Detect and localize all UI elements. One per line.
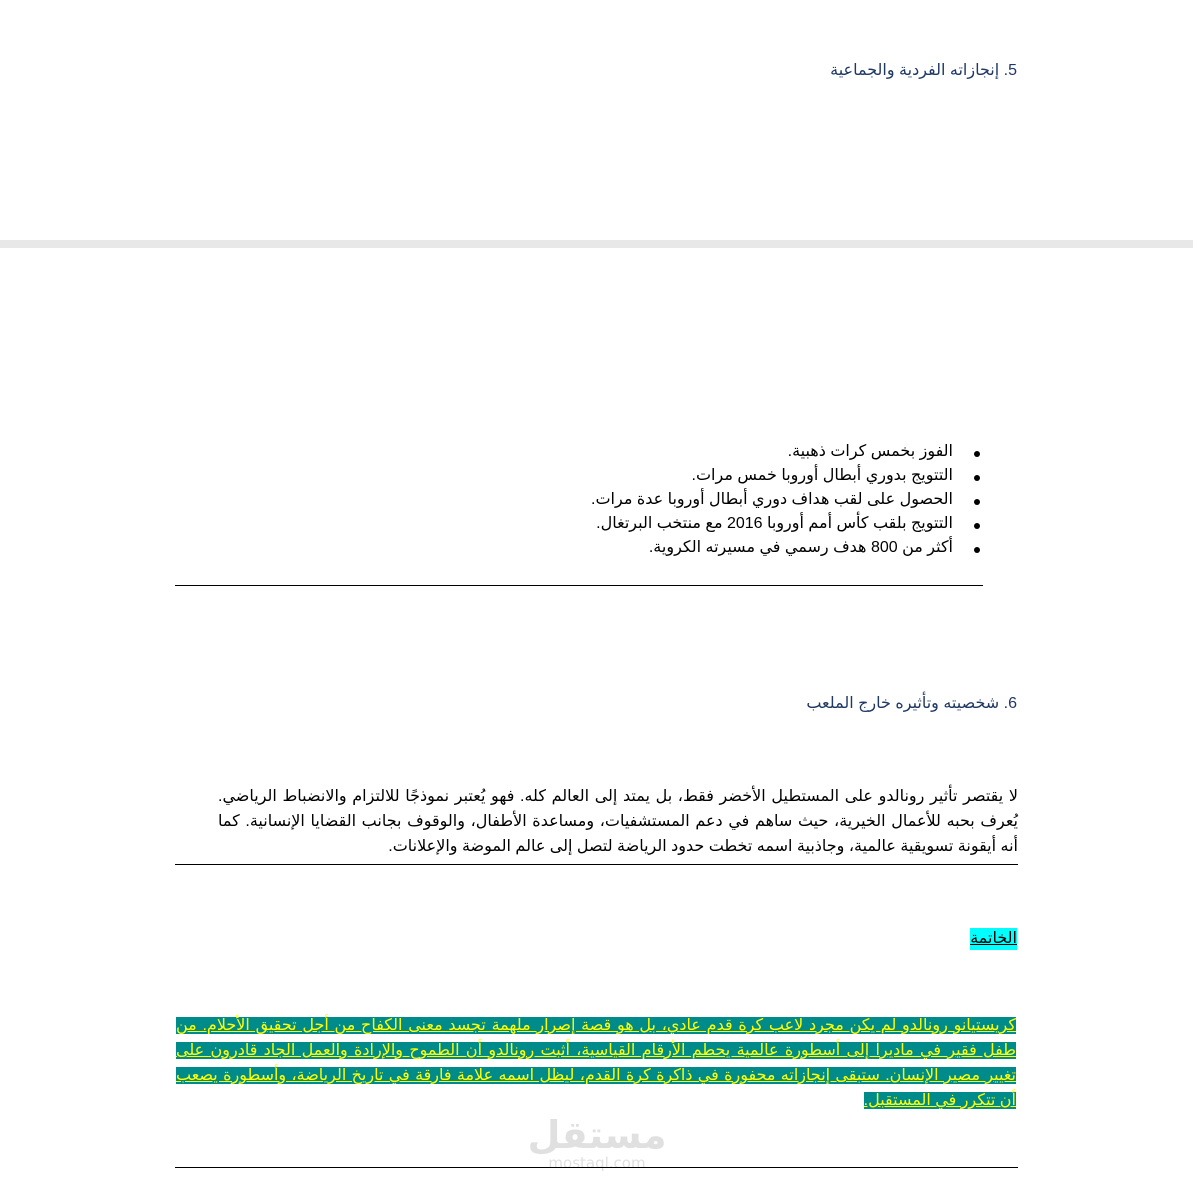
list-item: التتويج بدوري أبطال أوروبا خمس مرات. (591, 464, 981, 488)
watermark-domain: mostaql.com (548, 1154, 646, 1172)
section-5-title: إنجازاته الفردية والجماعية (830, 62, 1000, 79)
conclusion-text: كريستيانو رونالدو لم يكن مجرد لاعب كرة قدم عادي، بل هو قصة إصرار ملهمة تجسد معنى الكفاح من أجل تحقيق الأحلام. من طفل فقير في ماديرا إلى أسطورة عالمية يحطم الأرقام القياسية، أثبت رونالدو أن الطموح والإرادة والعمل الجاد قادرون على تغيير مصير الإنسان. ستبقى إنجازاته محفورة في ذاكرة كرة القدم، ليظل اسمه علامة فارقة في تاريخ الرياضة، وأسطورة يصعب أن تتكرر في المستقبل. (176, 1017, 1017, 1109)
list-item: التتويج بلقب كأس أمم أوروبا 2016 مع منتخب البرتغال. (591, 512, 981, 536)
mostaql-watermark (515, 1110, 680, 1174)
section-6-heading (806, 694, 1017, 714)
section-5-heading (830, 61, 1017, 81)
mostaql-logo-icon (515, 1110, 680, 1174)
section-5-number: 5. (1003, 62, 1017, 79)
watermark-logo-text: مستقل (527, 1113, 667, 1157)
list-item: أكثر من 800 هدف رسمي في مسيرته الكروية. (591, 536, 981, 560)
page-break (0, 240, 1193, 248)
conclusion-paragraph (176, 1013, 1016, 1113)
list-item: الحصول على لقب هداف دوري أبطال أوروبا عدة مرات. (591, 488, 981, 512)
horizontal-rule (175, 1167, 1018, 1168)
horizontal-rule (175, 585, 983, 586)
section-6-paragraph: لا يقتصر تأثير رونالدو على المستطيل الأخضر فقط، بل يمتد إلى العالم كله. فهو يُعتبر نموذجًا للالتزام والانضباط الرياضي. يُعرف بحبه للأعمال الخيرية، حيث ساهم في دعم المستشفيات، ومساعدة الأطفال، والوقوف بجانب القضايا الإنسانية. كما أنه أيقونة تسويقية عالمية، وجاذبية اسمه تخطت حدود الرياضة لتصل إلى عالم الموضة والإعلانات. (218, 788, 1018, 855)
conclusion-title: الخاتمة (970, 928, 1017, 950)
section-6-title: شخصيته وتأثيره خارج الملعب (806, 695, 1000, 712)
list-item: الفوز بخمس كرات ذهبية. (591, 440, 981, 464)
achievements-list (591, 440, 981, 560)
section-6-number: 6. (1003, 695, 1017, 712)
horizontal-rule (175, 864, 1018, 865)
